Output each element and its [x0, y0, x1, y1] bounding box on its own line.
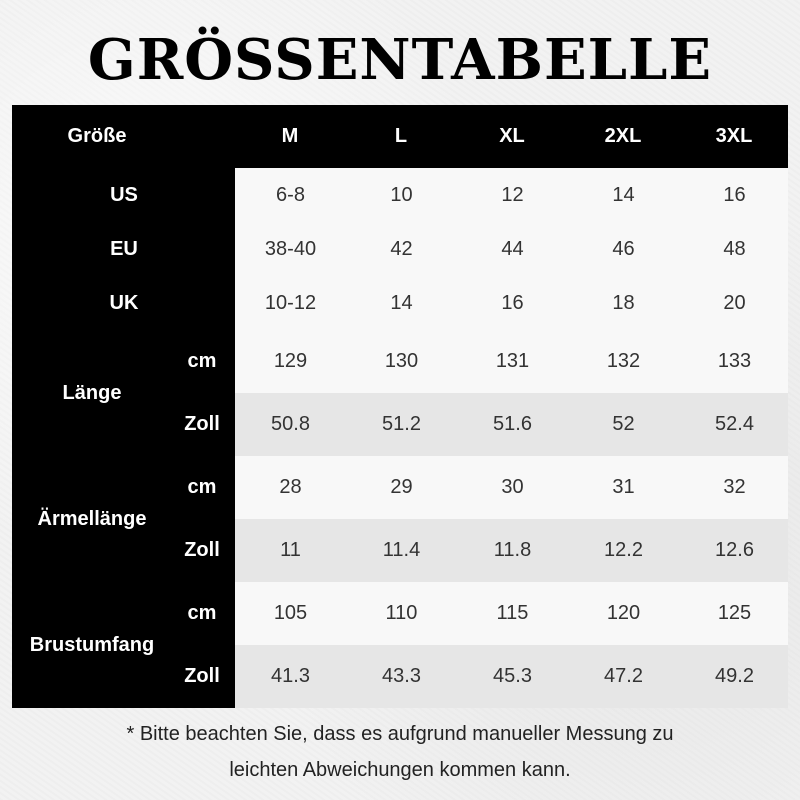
row-group-label-length: Länge — [62, 382, 122, 404]
table-cell: 44 — [501, 238, 524, 260]
table-cell: 115 — [496, 602, 529, 624]
table-cell: 48 — [723, 238, 746, 260]
table-cell: 11 — [280, 539, 301, 561]
table-cell: 125 — [717, 602, 752, 624]
row-group-label-chest: Brustumfang — [29, 634, 155, 656]
table-cell: 12.6 — [715, 539, 754, 561]
table-cell: 50.8 — [271, 413, 310, 435]
unit-label-length-cm: cm — [187, 350, 217, 372]
page-title: GRÖSSENTABELLE — [87, 27, 713, 93]
table-cell: 11.8 — [493, 539, 532, 561]
table-cell: 120 — [606, 602, 641, 624]
table-cell: 14 — [390, 292, 413, 314]
table-cell: 52 — [612, 413, 635, 435]
table-cell: 29 — [390, 476, 413, 498]
table-cell: 49.2 — [715, 665, 754, 687]
table-cell: 32 — [723, 476, 746, 498]
table-cell: 47.2 — [604, 665, 643, 687]
table-cell: 46 — [612, 238, 635, 260]
table-cell: 51.2 — [382, 413, 421, 435]
table-cell: 41.3 — [271, 665, 310, 687]
unit-label-sleeve-cm: cm — [187, 476, 217, 498]
header-size-xl: XL — [499, 125, 525, 147]
table-cell: 11.4 — [382, 539, 421, 561]
table-cell: 28 — [279, 476, 302, 498]
unit-label-sleeve-inch: Zoll — [184, 539, 220, 561]
footnote-line-2: leichten Abweichungen kommen kann. — [229, 759, 571, 781]
table-cell: 14 — [612, 184, 635, 206]
table-cell: 130 — [384, 350, 419, 372]
table-cell: 38-40 — [264, 238, 317, 260]
table-cell: 20 — [723, 292, 746, 314]
header-size-3xl: 3XL — [715, 125, 753, 147]
table-cell: 52.4 — [715, 413, 754, 435]
size-table — [12, 105, 788, 708]
table-cell: 51.6 — [493, 413, 532, 435]
table-cell: 31 — [612, 476, 635, 498]
header-size-2xl: 2XL — [604, 125, 642, 147]
table-cell: 30 — [501, 476, 524, 498]
table-cell: 110 — [385, 602, 418, 624]
header-size-l: L — [394, 125, 408, 147]
table-cell: 6-8 — [276, 184, 305, 206]
row-label-uk: UK — [109, 292, 139, 314]
table-cell: 131 — [495, 350, 530, 372]
table-cell: 12.2 — [604, 539, 643, 561]
table-cell: 16 — [723, 184, 746, 206]
table-cell: 129 — [273, 350, 308, 372]
table-cell: 16 — [501, 292, 524, 314]
table-cell: 10 — [390, 184, 413, 206]
unit-label-chest-cm: cm — [187, 602, 217, 624]
unit-label-chest-inch: Zoll — [184, 665, 220, 687]
table-cell: 105 — [273, 602, 308, 624]
row-group-label-sleeve: Ärmellänge — [37, 508, 147, 530]
table-header-row — [12, 105, 788, 168]
unit-label-length-inch: Zoll — [184, 413, 220, 435]
header-size-m: M — [281, 125, 299, 147]
table-cell: 133 — [717, 350, 752, 372]
table-cell: 42 — [390, 238, 413, 260]
row-label-eu: EU — [110, 238, 138, 260]
row-label-us: US — [110, 184, 138, 206]
table-cell: 12 — [501, 184, 524, 206]
table-cell: 10-12 — [264, 292, 317, 314]
table-cell: 45.3 — [493, 665, 532, 687]
table-body — [235, 168, 788, 708]
header-size-label: Größe — [67, 125, 127, 147]
table-cell: 43.3 — [382, 665, 421, 687]
table-cell: 18 — [612, 292, 635, 314]
footnote-line-1: * Bitte beachten Sie, dass es aufgrund manueller Messung zu — [126, 723, 674, 745]
table-cell: 132 — [606, 350, 641, 372]
